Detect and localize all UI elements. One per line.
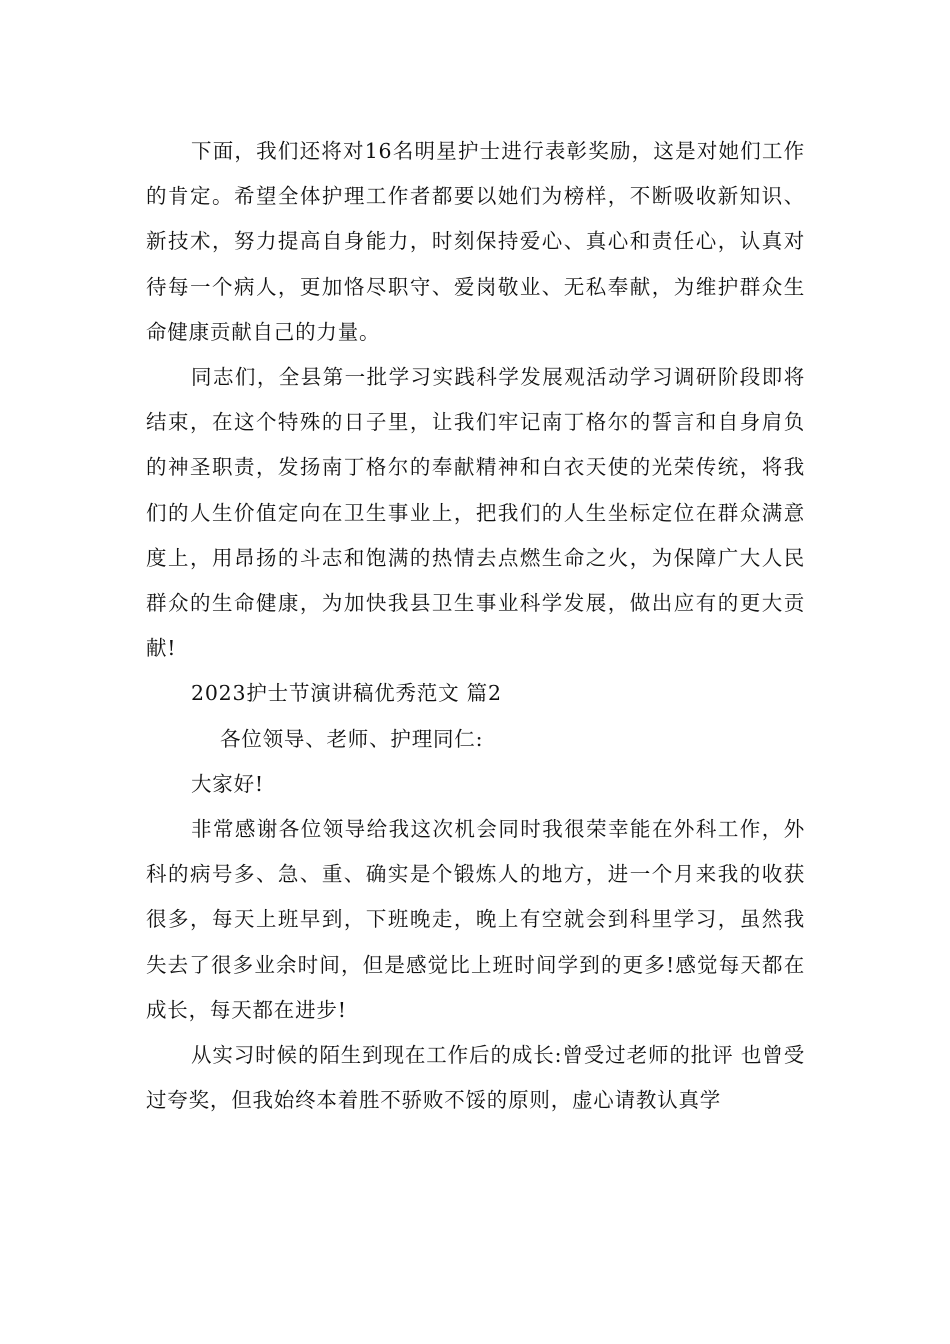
- greeting: 大家好!: [191, 771, 264, 796]
- paragraph-surgery-experience: 非常感谢各位领导给我这次机会同时我很荣幸能在外科工作，外科的病号多、急、重、确实是个锻炼人的地方，进一个月来我的收获很多，每天上班早到，下班晚走，晚上有空就会到科里学习，虽然我失去了很多业余时间，但是感觉比上班时间学到的更多!感觉每天都在成长，每天都在进步!: [146, 817, 805, 1022]
- paragraph-commendation: 下面，我们还将对16名明星护士进行表彰奖励，这是对她们工作的肯定。希望全体护理工作者都要以她们为榜样，不断吸收新知识、新技术，努力提高自身能力，时刻保持爱心、真心和责任心，认真对待每一个病人，更加恪尽职守、爱岗敬业、无私奉献，为维护群众生命健康贡献自己的力量。: [146, 139, 805, 344]
- section-heading: 2023护士节演讲稿优秀范文 篇2: [191, 681, 502, 706]
- paragraph-closing-appeal: 同志们，全县第一批学习实践科学发展观活动学习调研阶段即将结束，在这个特殊的日子里，让我们牢记南丁格尔的誓言和自身肩负的神圣职责，发扬南丁格尔的奉献精神和白衣天使的光荣传统，将我们的人生价值定向在卫生事业上，把我们的人生坐标定位在群众满意度上，用昂扬的斗志和饱满的热情去点燃生命之火，为保障广大人民群众的生命健康，为加快我县卫生事业科学发展，做出应有的更大贡献!: [146, 365, 805, 661]
- document-body: [146, 129, 805, 1123]
- paragraph-growth: 从实习时候的陌生到现在工作后的成长:曾受过老师的批评 也曾受过夸奖，但我始终本着胜不骄败不馁的原则，虚心请教认真学: [146, 1043, 805, 1113]
- salutation: 各位领导、老师、护理同仁:: [220, 726, 484, 751]
